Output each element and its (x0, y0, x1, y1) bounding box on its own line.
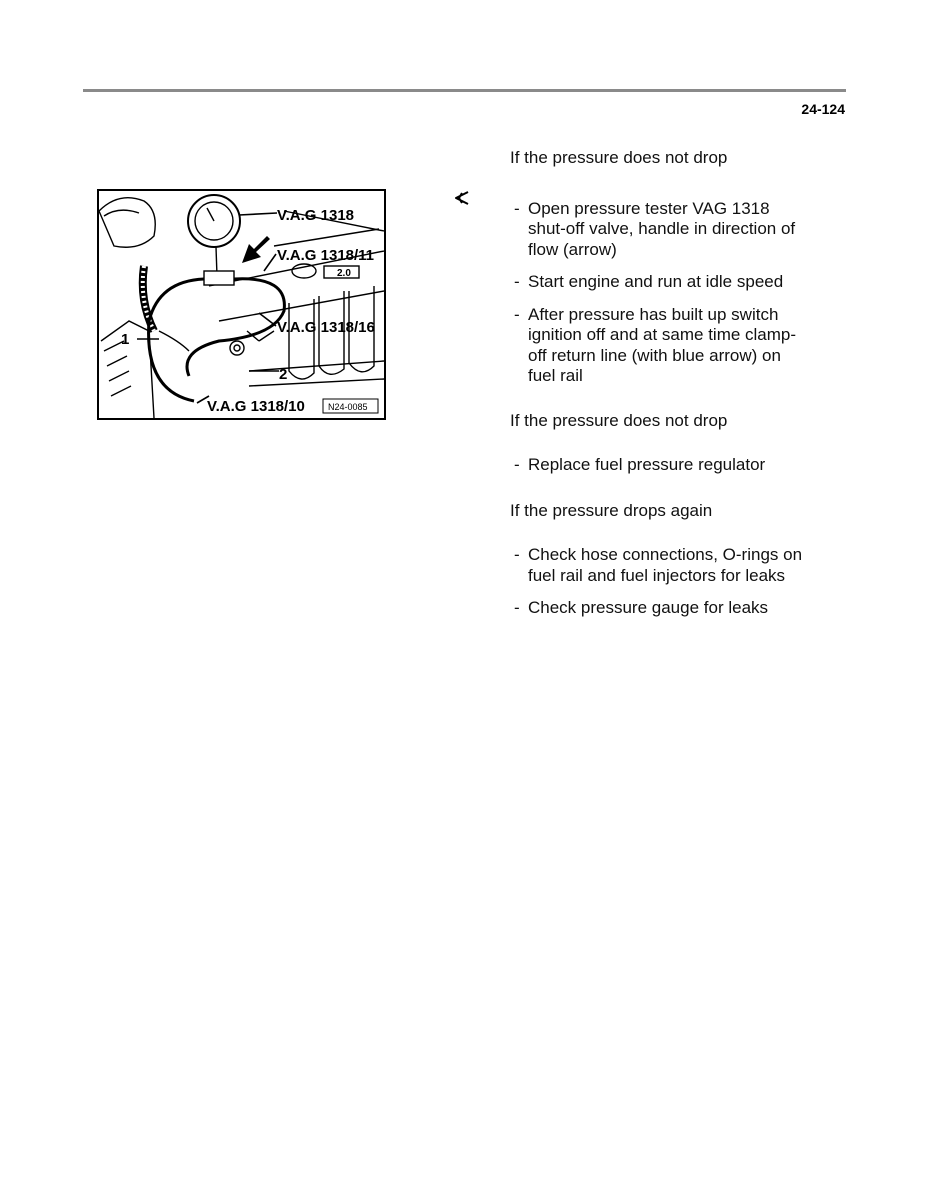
list-item: - Open pressure tester VAG 1318 shut-off valve, handle in direction of flow (arrow) (510, 199, 845, 261)
condition-heading: If the pressure drops again (510, 500, 713, 520)
condition-heading: If the pressure does not drop (510, 410, 728, 430)
condition-heading: If the pressure does not drop (510, 148, 728, 167)
list-item: - Replace fuel pressure regulator (510, 455, 845, 476)
engine-badge-text: 2.0 (337, 268, 351, 279)
step-list (510, 199, 845, 387)
label-vag-1318: V.A.G 1318 (277, 207, 354, 224)
list-item: - Check hose connections, O-rings on fuel rail and fuel injectors for leaks (510, 545, 845, 586)
callout-2: 2 (279, 366, 288, 383)
page-number: 24-124 (801, 101, 845, 117)
engine-illustration (97, 189, 386, 420)
instructions (510, 148, 845, 619)
list-item: - After pressure has built up switch ignition off and at same time clamp- off return line (with blue arrow) on fuel rail (510, 305, 845, 387)
list-item: - Start engine and run at idle speed (510, 272, 845, 293)
header-rule (83, 89, 846, 92)
label-vag-1318-10: V.A.G 1318/10 (207, 398, 305, 415)
callout-1: 1 (121, 331, 130, 348)
label-vag-1318-11: V.A.G 1318/11 (277, 247, 375, 264)
figure-reference-arrow-icon (454, 190, 470, 206)
step-list (510, 545, 845, 619)
figure-code: N24-0085 (328, 402, 368, 412)
label-vag-1318-16: V.A.G 1318/16 (277, 319, 375, 336)
step-list (510, 455, 845, 476)
list-item: - Check pressure gauge for leaks (510, 598, 845, 619)
